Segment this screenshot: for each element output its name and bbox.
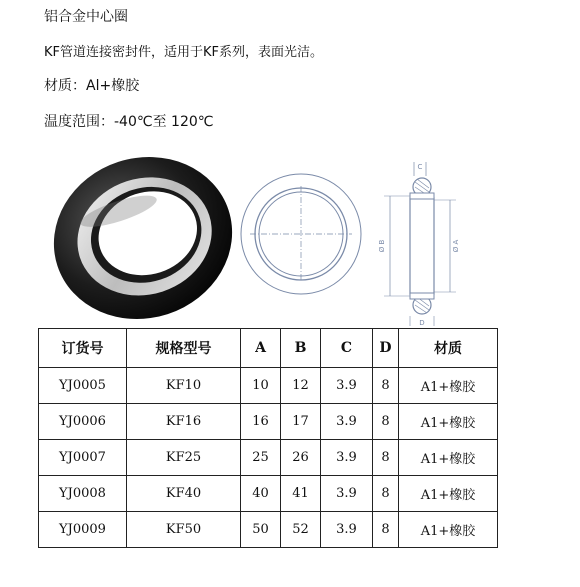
table-row: [39, 476, 498, 512]
cell-a: 40: [241, 476, 281, 512]
cell-order-no: YJ0009: [39, 512, 127, 548]
cell-material: A1+橡胶: [399, 476, 498, 512]
table-row: [39, 368, 498, 404]
product-description: KF管道连接密封件，适用于KF系列，表面光洁。: [44, 45, 324, 60]
header-a: A: [241, 329, 281, 368]
table-row: [39, 404, 498, 440]
dimension-a-label: Ø A: [452, 239, 460, 253]
cell-a: 50: [241, 512, 281, 548]
header-order-no: 订货号: [39, 329, 127, 368]
cell-order-no: YJ0007: [39, 440, 127, 476]
cell-d: 8: [373, 476, 399, 512]
spec-table: [38, 328, 498, 548]
table-header-row: [39, 329, 498, 368]
product-material: 材质：Al+橡胶: [44, 78, 140, 94]
dimension-c-label: C: [417, 163, 423, 171]
header-b: B: [281, 329, 321, 368]
cell-model: KF16: [127, 404, 241, 440]
product-photo: [48, 150, 238, 326]
cell-a: 10: [241, 368, 281, 404]
cell-material: A1+橡胶: [399, 440, 498, 476]
cell-a: 25: [241, 440, 281, 476]
cell-c: 3.9: [321, 368, 373, 404]
cell-c: 3.9: [321, 404, 373, 440]
cell-d: 8: [373, 368, 399, 404]
cell-b: 12: [281, 368, 321, 404]
cell-order-no: YJ0008: [39, 476, 127, 512]
dimension-d-label: D: [419, 319, 425, 327]
cell-c: 3.9: [321, 512, 373, 548]
cell-model: KF50: [127, 512, 241, 548]
cell-c: 3.9: [321, 440, 373, 476]
cross-section-drawing: [370, 160, 470, 328]
cell-d: 8: [373, 440, 399, 476]
dimension-b-label: Ø B: [378, 239, 386, 253]
cell-a: 16: [241, 404, 281, 440]
product-title: 铝合金中心圈: [44, 9, 128, 25]
cell-order-no: YJ0005: [39, 368, 127, 404]
cell-d: 8: [373, 404, 399, 440]
cell-order-no: YJ0006: [39, 404, 127, 440]
cell-b: 17: [281, 404, 321, 440]
cell-c: 3.9: [321, 476, 373, 512]
header-material: 材质: [399, 329, 498, 368]
cell-material: A1+橡胶: [399, 404, 498, 440]
cell-material: A1+橡胶: [399, 512, 498, 548]
cell-b: 26: [281, 440, 321, 476]
cell-b: 41: [281, 476, 321, 512]
cell-b: 52: [281, 512, 321, 548]
table-row: [39, 512, 498, 548]
header-model: 规格型号: [127, 329, 241, 368]
cell-model: KF10: [127, 368, 241, 404]
table-row: [39, 440, 498, 476]
product-temperature-range: 温度范围：-40℃至 120℃: [44, 114, 214, 130]
cell-d: 8: [373, 512, 399, 548]
header-c: C: [321, 329, 373, 368]
cell-model: KF25: [127, 440, 241, 476]
cell-model: KF40: [127, 476, 241, 512]
cell-material: A1+橡胶: [399, 368, 498, 404]
header-d: D: [373, 329, 399, 368]
front-view-drawing: [232, 172, 370, 296]
